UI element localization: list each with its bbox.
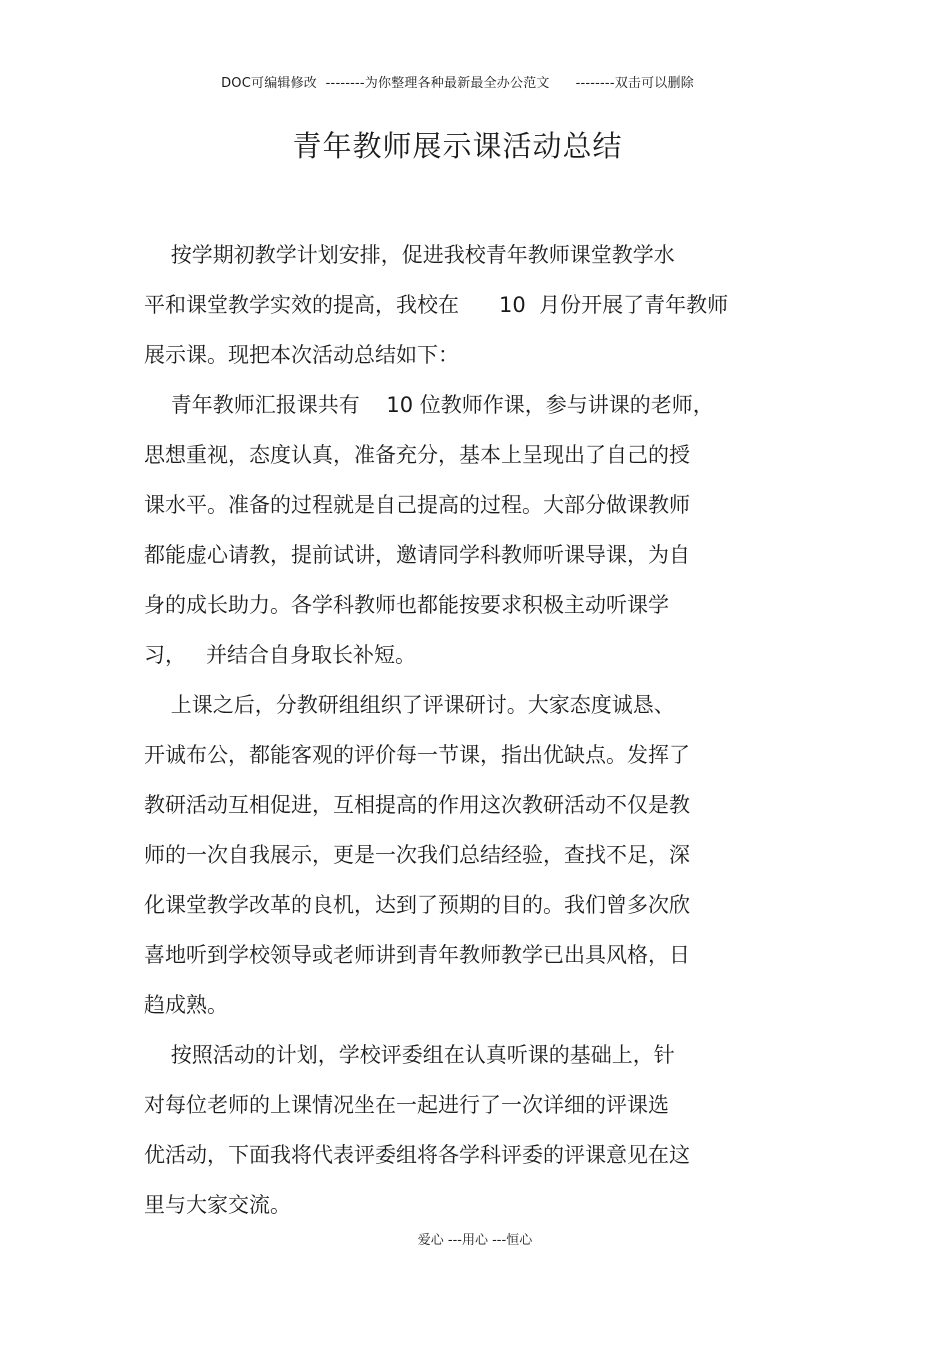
body-line: 课水平。准备的过程就是自己提高的过程。大部分做课教师: [144, 493, 690, 517]
body-line: 趋成熟。: [144, 993, 228, 1017]
body-line: 习， 并结合自身取长补短。: [144, 643, 417, 667]
body-line: 开诚布公，都能客观的评价每一节课，指出优缺点。发挥了: [144, 743, 690, 767]
document-title: 青年教师展示课活动总结: [292, 129, 623, 163]
body-line: 优活动，下面我将代表评委组将各学科评委的评课意见在这: [144, 1143, 690, 1167]
body-line: 里与大家交流。: [144, 1193, 291, 1217]
body-line: 师的一次自我展示，更是一次我们总结经验，查找不足，深: [144, 843, 690, 867]
body-line: 身的成长助力。各学科教师也都能按要求积极主动听课学: [144, 593, 669, 617]
body-line: 思想重视，态度认真，准备充分，基本上呈现出了自己的授: [144, 443, 690, 467]
body-line: 化课堂教学改革的良机，达到了预期的目的。我们曾多次欣: [144, 893, 690, 917]
body-line: 按学期初教学计划安排，促进我校青年教师课堂教学水: [144, 243, 675, 267]
body-line: 都能虚心请教，提前试讲，邀请同学科教师听课导课，为自: [144, 543, 690, 567]
body-line: 对每位老师的上课情况坐在一起进行了一次详细的评课选: [144, 1093, 669, 1117]
body-line: 按照活动的计划，学校评委组在认真听课的基础上，针: [144, 1043, 675, 1067]
body-line: 教研活动互相促进，互相提高的作用这次教研活动不仅是教: [144, 793, 690, 817]
body-line: 喜地听到学校领导或老师讲到青年教师教学已出具风格，日: [144, 943, 690, 967]
header-note: DOC可编辑修改 --------为你整理各种最新最全办公范文 --------双击可以删除: [221, 76, 694, 91]
body-line: 上课之后，分教研组组织了评课研讨。大家态度诚恳、: [144, 693, 675, 717]
footer-note: 爱心 ---用心 ---恒心: [417, 1233, 533, 1248]
body-line: 展示课。现把本次活动总结如下：: [144, 343, 459, 367]
body-line: 青年教师汇报课共有 10 位教师作课，参与讲课的老师，: [144, 393, 714, 417]
body-line: 平和课堂教学实效的提高，我校在 10 月份开展了青年教师: [144, 293, 729, 317]
